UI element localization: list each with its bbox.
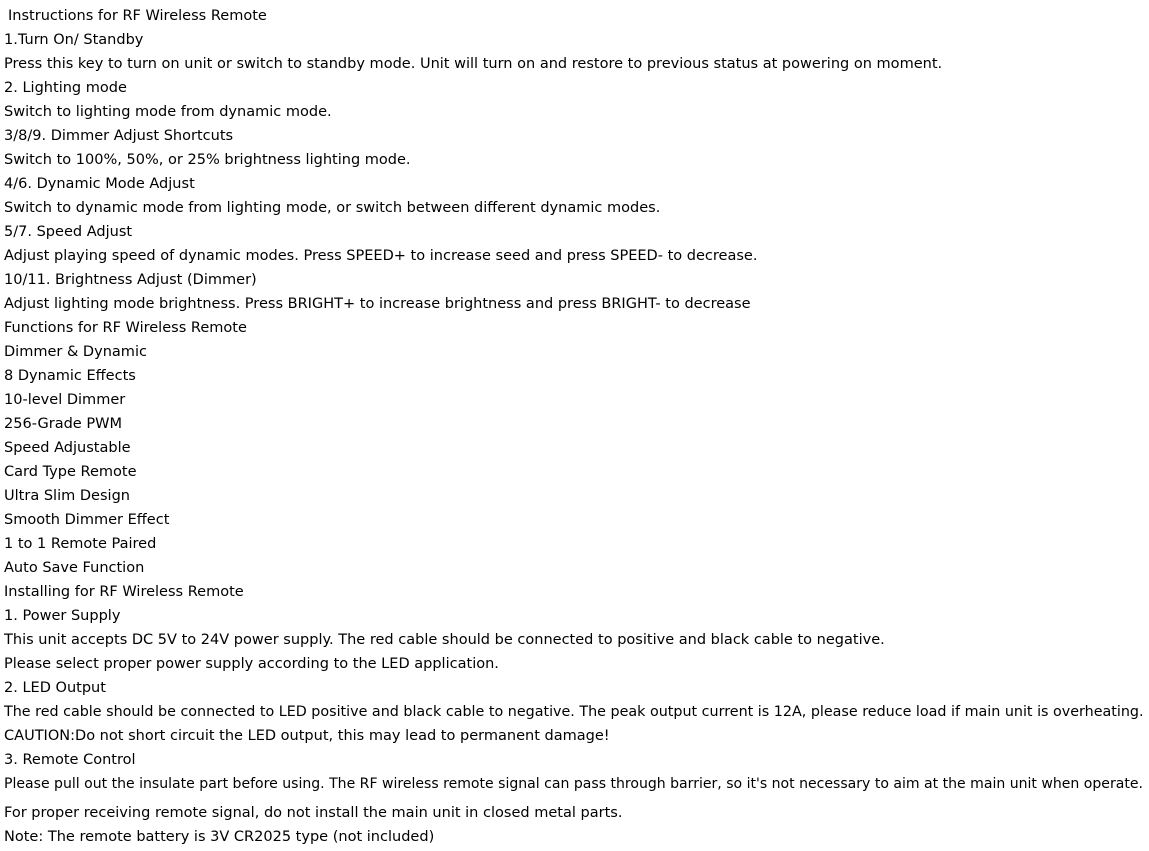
function-item: 10-level Dimmer xyxy=(4,392,126,408)
power-supply-note: Please select proper power supply according to the LED application. xyxy=(4,656,499,672)
dimmer-shortcuts-text: Switch to 100%, 50%, or 25% brightness lighting mode. xyxy=(4,152,411,168)
dynamic-mode-heading: 4/6. Dynamic Mode Adjust xyxy=(4,176,195,192)
led-output-heading: 2. LED Output xyxy=(4,680,106,696)
dynamic-mode-text: Switch to dynamic mode from lighting mode, or switch between different dynamic modes. xyxy=(4,200,661,216)
installing-heading: Installing for RF Wireless Remote xyxy=(4,584,244,600)
function-item: Dimmer & Dynamic xyxy=(4,344,147,360)
dimmer-shortcuts-heading: 3/8/9. Dimmer Adjust Shortcuts xyxy=(4,128,234,144)
instructions-heading: Instructions for RF Wireless Remote xyxy=(8,8,267,24)
remote-control-heading: 3. Remote Control xyxy=(4,752,136,768)
function-item: Speed Adjustable xyxy=(4,440,131,456)
brightness-adjust-heading: 10/11. Brightness Adjust (Dimmer) xyxy=(4,272,257,288)
power-supply-heading: 1. Power Supply xyxy=(4,608,121,624)
instructions-document xyxy=(4,4,1149,849)
speed-adjust-text: Adjust playing speed of dynamic modes. Press SPEED+ to increase seed and press SPEED- to decrease. xyxy=(4,248,758,264)
function-item: 1 to 1 Remote Paired xyxy=(4,536,157,552)
functions-heading: Functions for RF Wireless Remote xyxy=(4,320,247,336)
lighting-mode-text: Switch to lighting mode from dynamic mode. xyxy=(4,104,332,120)
brightness-adjust-text: Adjust lighting mode brightness. Press BRIGHT+ to increase brightness and press BRIGHT- to decrease xyxy=(4,296,751,312)
remote-control-text: Please pull out the insulate part before using. The RF wireless remote signal can pass through barrier, so it's not necessary to aim at the main unit when operate. xyxy=(4,776,1143,792)
turn-on-standby-text: Press this key to turn on unit or switch to standby mode. Unit will turn on and restore to previous status at powering on moment. xyxy=(4,56,943,72)
function-item: Ultra Slim Design xyxy=(4,488,130,504)
speed-adjust-heading: 5/7. Speed Adjust xyxy=(4,224,133,240)
led-output-text: The red cable should be connected to LED positive and black cable to negative. The peak output current is 12A, please reduce load if main unit is overheating. xyxy=(4,704,1144,720)
caution-text: CAUTION:Do not short circuit the LED output, this may lead to permanent damage! xyxy=(4,728,610,744)
function-item: Auto Save Function xyxy=(4,560,145,576)
function-item: 256-Grade PWM xyxy=(4,416,122,432)
battery-note: Note: The remote battery is 3V CR2025 type (not included) xyxy=(4,829,435,845)
function-item: 8 Dynamic Effects xyxy=(4,368,136,384)
remote-signal-text: For proper receiving remote signal, do not install the main unit in closed metal parts. xyxy=(4,805,623,821)
turn-on-standby-heading: 1.Turn On/ Standby xyxy=(4,32,144,48)
lighting-mode-heading: 2. Lighting mode xyxy=(4,80,127,96)
function-item: Smooth Dimmer Effect xyxy=(4,512,170,528)
function-item: Card Type Remote xyxy=(4,464,137,480)
power-supply-text: This unit accepts DC 5V to 24V power supply. The red cable should be connected to positive and black cable to negative. xyxy=(4,632,885,648)
